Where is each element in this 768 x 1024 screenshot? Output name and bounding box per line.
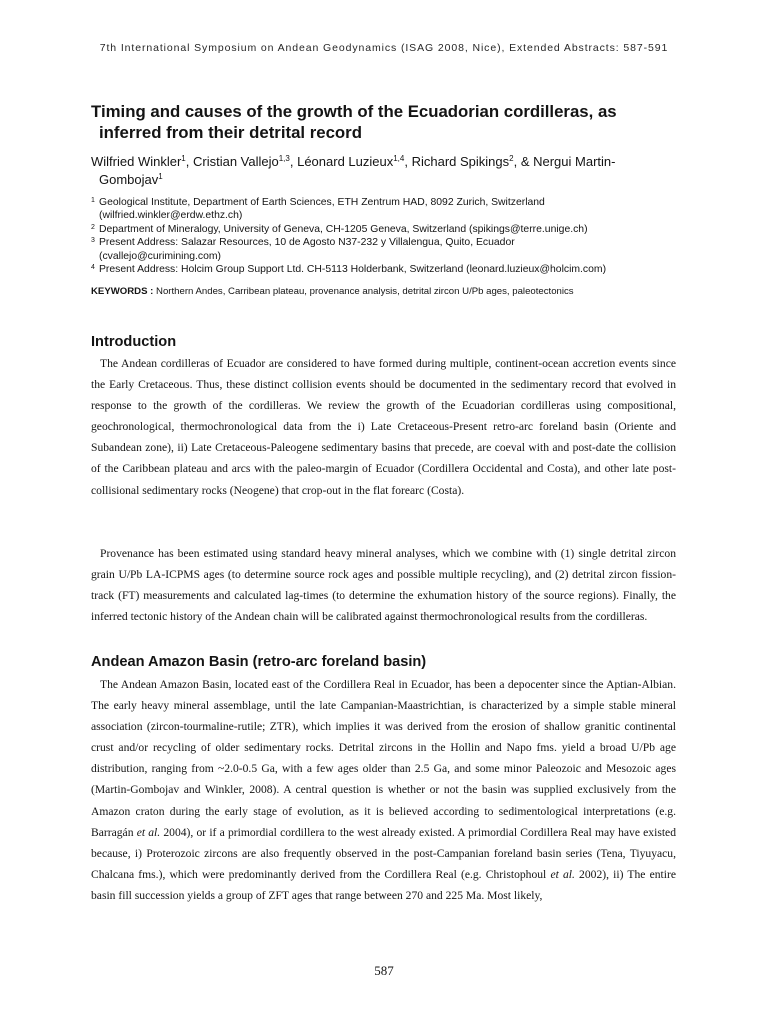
author-name: Cristian Vallejo <box>192 154 279 169</box>
affiliation-number: 1 <box>91 197 95 204</box>
author-name: Nergui Martin- <box>533 154 616 169</box>
section-heading-introduction: Introduction <box>91 334 177 350</box>
author-name: Léonard Luzieux <box>297 154 394 169</box>
keywords-text: Northern Andes, Carribean plateau, provenance analysis, detrital zircon U/Pb ages, paleotectonics <box>156 286 574 297</box>
author-affiliation-ref: 1 <box>181 154 186 163</box>
author-name: Gombojav <box>99 172 159 187</box>
author-name: Wilfried Winkler <box>91 154 182 169</box>
affiliation-item <box>91 223 711 236</box>
affiliation-number: 3 <box>91 237 95 245</box>
paragraph-text: 2004), or if a primordial cordillera to the west already existed. A primordial Cordillera Real may have existed because, i) Proterozoic zircons are also frequently observed in the post-Campanian foreland basin series (Tena, Tiyuyacu, Chalcana fms.), which were predominantly derived from the Cordillera Real (e.g. Christophoul <box>91 825 677 881</box>
citation-et-al: et al. <box>136 825 161 839</box>
paragraph-text: The Andean Amazon Basin, located east of the Cordillera Real in Ecuador, has been a depocenter since the Aptian-Albian. The early heavy mineral assemblage, until the late Campanian-Maastrichtian, is characterized by a simple stable mineral association (zircon-tourmaline-rutile; ZTR), which implies it was derived from the erosion of shallow granitic continental crust and/or recycling of older sedimentary rocks. Detrital zircons in the Hollin and Napo fms. yield a broad U/Pb age distribution, ranging from ~2.0-0.5 Ga, with a few ages older than 2.5 Ga, and some minor Paleozoic and Mesozoic ages (Martin-Gombojav and Winkler, 2008). A central question is whether or not the basin was supplied exclusively from the Amazon craton during the early stage of evolution, as it is believed according to sedimentological interpretations (e.g. Barragán <box>91 678 676 839</box>
affiliation-item <box>91 236 711 263</box>
paragraph-text: 2002), ii) The entire basin fill succession yields a group of ZFT ages that range between 270 and 225 Ma. Most likely, <box>91 867 676 902</box>
author-affiliation-ref: 1,4 <box>393 154 405 163</box>
keywords-label: KEYWORDS : <box>91 286 154 297</box>
author-name: Richard Spikings <box>411 154 510 169</box>
affiliation-email: (wilfried.winkler@erdw.ethz.ch) <box>99 210 243 222</box>
author-separator: , <box>185 154 193 169</box>
paragraph-intro-2: Provenance has been estimated using standard heavy mineral analyses, which we combine with (1) single detrital zircon grain U/Pb LA-ICPMS ages (to determine source rock ages and possible multiple recycling), and (2) detrital zircon fission-track (FT) measurements and calculated lag-times (to determine the exhumation history of the source regions). Finally, the inferred tectonic history of the Andean chain will be calibrated against thermochronological results from the cordilleras. <box>91 547 676 624</box>
keywords-line <box>91 285 711 298</box>
affiliation-number: 4 <box>91 264 95 272</box>
citation-et-al: et al. <box>550 867 575 881</box>
affiliation-text: Department of Mineralogy, University of Geneva, CH-1205 Geneva, Switzerland (spikings@terre.unige.ch) <box>99 223 588 235</box>
affiliation-item <box>91 196 711 223</box>
author-list-line-2 <box>91 171 691 189</box>
paragraph-intro-1: The Andean cordilleras of Ecuador are considered to have formed during multiple, continent-ocean accretion events since the Early Cretaceous. Thus, these distinct collision events should be documented in the sedimentary record that evolved in response to the growth of the cordilleras. We review the growth of the Ecuadorian cordilleras using compositional, geochronological, thermochronological data from the i) Late Cretaceous-Present retro-arc foreland basin (Oriente and Subandean zone), ii) Late Cretaceous-Paleogene sedimentary basins that precede, are coeval with and post-date the collision of the Caribbean plateau and arcs with the paleo-margin of Ecuador (Cordillera Occidental and Costa), and other late post-collisional sedimentary rocks (Neogene) that crop-out in the flat forearc (Costa). <box>91 357 676 497</box>
affiliation-list <box>91 196 711 276</box>
paper-title <box>91 101 691 143</box>
author-separator: , <box>404 154 412 169</box>
author-separator: , & <box>513 154 534 169</box>
section-heading-andean-amazon-basin: Andean Amazon Basin (retro-arc foreland basin) <box>91 654 427 670</box>
title-line-2: inferred from their detrital record <box>99 123 362 142</box>
paragraph-amazon-1 <box>91 674 676 906</box>
page-number: 587 <box>374 963 394 978</box>
author-separator: , <box>289 154 298 169</box>
affiliation-email: (cvallejo@curimining.com) <box>99 250 221 262</box>
author-affiliation-ref: 1 <box>158 172 163 181</box>
author-affiliation-ref: 2 <box>509 154 514 163</box>
author-affiliation-ref: 1,3 <box>278 154 290 163</box>
running-header: 7th International Symposium on Andean Geodynamics (ISAG 2008, Nice), Extended Abstracts: 587-591 <box>99 42 669 54</box>
affiliation-text: Present Address: Salazar Resources, 10 de Agosto N37-232 y Villalengua, Quito, Ecuador <box>99 237 515 249</box>
author-list <box>91 153 691 189</box>
affiliation-text: Present Address: Holcim Group Support Ltd. CH-5113 Holderbank, Switzerland (leonard.luzieux@holcim.com) <box>99 264 607 276</box>
affiliation-number: 2 <box>91 223 95 231</box>
title-line-1: Timing and causes of the growth of the Ecuadorian cordilleras, as <box>91 102 617 121</box>
affiliation-item <box>91 263 711 276</box>
affiliation-text: Geological Institute, Department of Earth Sciences, ETH Zentrum HAD, 8092 Zurich, Switzerland <box>99 197 545 208</box>
